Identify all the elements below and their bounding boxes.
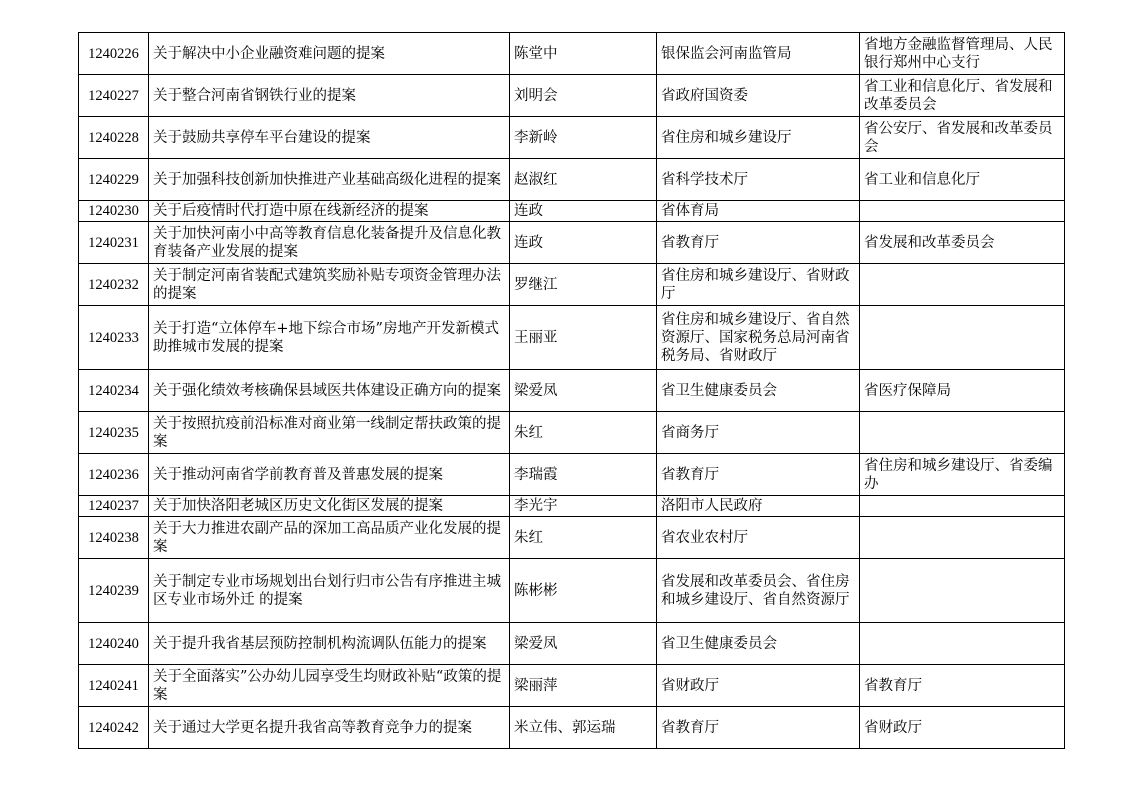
proposal-title: 关于强化绩效考核确保县域医共体建设正确方向的提案 bbox=[149, 370, 510, 412]
proposer-name: 梁丽萍 bbox=[510, 665, 657, 707]
proposer-name: 刘明会 bbox=[510, 75, 657, 117]
table-row bbox=[79, 117, 1065, 159]
proposer-name: 梁爱凤 bbox=[510, 623, 657, 665]
proposer-name: 连政 bbox=[510, 201, 657, 222]
lead-unit: 省教育厅 bbox=[657, 707, 860, 749]
table-row bbox=[79, 222, 1065, 264]
proposer-name: 陈彬彬 bbox=[510, 559, 657, 623]
table-row bbox=[79, 75, 1065, 117]
table-row bbox=[79, 306, 1065, 370]
lead-unit: 省卫生健康委员会 bbox=[657, 370, 860, 412]
assist-unit: 省工业和信息化厅、省发展和改革委员会 bbox=[860, 75, 1065, 117]
assist-unit bbox=[860, 623, 1065, 665]
table-row bbox=[79, 707, 1065, 749]
table-row bbox=[79, 454, 1065, 496]
table-row bbox=[79, 517, 1065, 559]
lead-unit: 洛阳市人民政府 bbox=[657, 496, 860, 517]
lead-unit: 省农业农村厅 bbox=[657, 517, 860, 559]
proposal-number: 1240240 bbox=[79, 623, 149, 665]
proposal-title: 关于大力推进农副产品的深加工高品质产业化发展的提案 bbox=[149, 517, 510, 559]
proposal-title: 关于解决中小企业融资难问题的提案 bbox=[149, 33, 510, 75]
proposer-name: 李瑞霞 bbox=[510, 454, 657, 496]
proposal-number: 1240237 bbox=[79, 496, 149, 517]
proposal-number: 1240229 bbox=[79, 159, 149, 201]
lead-unit: 省财政厅 bbox=[657, 665, 860, 707]
table-row bbox=[79, 623, 1065, 665]
proposer-name: 米立伟、郭运瑞 bbox=[510, 707, 657, 749]
assist-unit bbox=[860, 517, 1065, 559]
proposal-title: 关于通过大学更名提升我省高等教育竞争力的提案 bbox=[149, 707, 510, 749]
table-row bbox=[79, 201, 1065, 222]
proposal-number: 1240226 bbox=[79, 33, 149, 75]
proposal-title: 关于制定专业市场规划出台划行归市公告有序推进主城区专业市场外迁 的提案 bbox=[149, 559, 510, 623]
proposal-number: 1240233 bbox=[79, 306, 149, 370]
table-row bbox=[79, 264, 1065, 306]
proposal-number: 1240236 bbox=[79, 454, 149, 496]
proposer-name: 李光宇 bbox=[510, 496, 657, 517]
proposal-title: 关于整合河南省钢铁行业的提案 bbox=[149, 75, 510, 117]
lead-unit: 省发展和改革委员会、省住房和城乡建设厅、省自然资源厅 bbox=[657, 559, 860, 623]
proposal-title: 关于制定河南省装配式建筑奖励补贴专项资金管理办法的提案 bbox=[149, 264, 510, 306]
assist-unit: 省工业和信息化厅 bbox=[860, 159, 1065, 201]
lead-unit: 省科学技术厅 bbox=[657, 159, 860, 201]
proposal-title: 关于后疫情时代打造中原在线新经济的提案 bbox=[149, 201, 510, 222]
lead-unit: 省住房和城乡建设厅 bbox=[657, 117, 860, 159]
proposal-number: 1240231 bbox=[79, 222, 149, 264]
proposal-number: 1240242 bbox=[79, 707, 149, 749]
assist-unit: 省财政厅 bbox=[860, 707, 1065, 749]
proposal-table bbox=[78, 32, 1065, 749]
proposer-name: 陈堂中 bbox=[510, 33, 657, 75]
lead-unit: 省卫生健康委员会 bbox=[657, 623, 860, 665]
proposer-name: 朱红 bbox=[510, 517, 657, 559]
assist-unit: 省教育厅 bbox=[860, 665, 1065, 707]
table-row bbox=[79, 370, 1065, 412]
lead-unit: 省体育局 bbox=[657, 201, 860, 222]
table-row bbox=[79, 33, 1065, 75]
proposal-number: 1240239 bbox=[79, 559, 149, 623]
assist-unit: 省发展和改革委员会 bbox=[860, 222, 1065, 264]
lead-unit: 省教育厅 bbox=[657, 454, 860, 496]
proposal-title: 关于全面落实”公办幼儿园享受生均财政补贴“政策的提案 bbox=[149, 665, 510, 707]
proposal-title: 关于加快河南小中高等教育信息化装备提升及信息化教育装备产业发展的提案 bbox=[149, 222, 510, 264]
table-row bbox=[79, 665, 1065, 707]
assist-unit: 省公安厅、省发展和改革委员会 bbox=[860, 117, 1065, 159]
proposal-title: 关于加快洛阳老城区历史文化街区发展的提案 bbox=[149, 496, 510, 517]
assist-unit bbox=[860, 496, 1065, 517]
proposal-number: 1240228 bbox=[79, 117, 149, 159]
proposer-name: 李新岭 bbox=[510, 117, 657, 159]
lead-unit: 省住房和城乡建设厅、省自然资源厅、国家税务总局河南省税务局、省财政厅 bbox=[657, 306, 860, 370]
proposal-title: 关于提升我省基层预防控制机构流调队伍能力的提案 bbox=[149, 623, 510, 665]
proposer-name: 朱红 bbox=[510, 412, 657, 454]
table-row bbox=[79, 559, 1065, 623]
proposal-title: 关于按照抗疫前沿标准对商业第一线制定帮扶政策的提案 bbox=[149, 412, 510, 454]
assist-unit: 省医疗保障局 bbox=[860, 370, 1065, 412]
proposal-number: 1240238 bbox=[79, 517, 149, 559]
proposal-number: 1240232 bbox=[79, 264, 149, 306]
proposal-title: 关于推动河南省学前教育普及普惠发展的提案 bbox=[149, 454, 510, 496]
lead-unit: 省住房和城乡建设厅、省财政厅 bbox=[657, 264, 860, 306]
proposal-title: 关于加强科技创新加快推进产业基础高级化进程的提案 bbox=[149, 159, 510, 201]
proposal-number: 1240230 bbox=[79, 201, 149, 222]
lead-unit: 省教育厅 bbox=[657, 222, 860, 264]
assist-unit: 省住房和城乡建设厅、省委编办 bbox=[860, 454, 1065, 496]
assist-unit: 省地方金融监督管理局、人民银行郑州中心支行 bbox=[860, 33, 1065, 75]
proposal-number: 1240241 bbox=[79, 665, 149, 707]
proposal-number: 1240234 bbox=[79, 370, 149, 412]
table-row bbox=[79, 412, 1065, 454]
table-row bbox=[79, 159, 1065, 201]
proposer-name: 赵淑红 bbox=[510, 159, 657, 201]
lead-unit: 银保监会河南监管局 bbox=[657, 33, 860, 75]
assist-unit bbox=[860, 412, 1065, 454]
proposer-name: 王丽亚 bbox=[510, 306, 657, 370]
proposal-number: 1240235 bbox=[79, 412, 149, 454]
assist-unit bbox=[860, 201, 1065, 222]
assist-unit bbox=[860, 559, 1065, 623]
proposer-name: 连政 bbox=[510, 222, 657, 264]
assist-unit bbox=[860, 264, 1065, 306]
lead-unit: 省商务厅 bbox=[657, 412, 860, 454]
lead-unit: 省政府国资委 bbox=[657, 75, 860, 117]
table-row bbox=[79, 496, 1065, 517]
proposer-name: 罗继江 bbox=[510, 264, 657, 306]
assist-unit bbox=[860, 306, 1065, 370]
proposal-title: 关于打造“立体停车+地下综合市场”房地产开发新模式助推城市发展的提案 bbox=[149, 306, 510, 370]
proposal-number: 1240227 bbox=[79, 75, 149, 117]
proposer-name: 梁爱凤 bbox=[510, 370, 657, 412]
proposal-title: 关于鼓励共享停车平台建设的提案 bbox=[149, 117, 510, 159]
